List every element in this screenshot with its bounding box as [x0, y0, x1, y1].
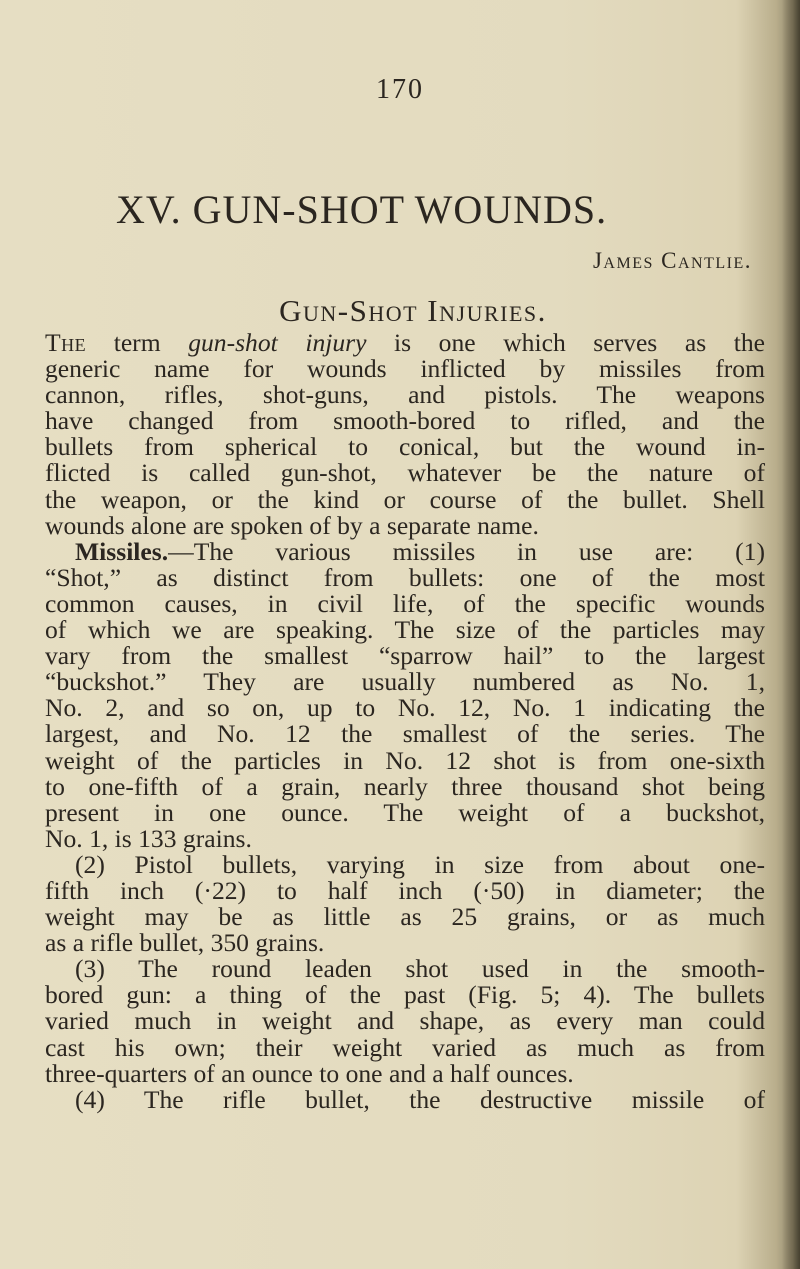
text-line: common causes, in civil life, of the specific wounds: [45, 588, 765, 618]
text-line: of which we are speaking. The size of the particles may: [45, 615, 765, 645]
text-line: No. 2, and so on, up to No. 12, No. 1 indicating the: [45, 693, 765, 723]
text-line: [45, 536, 765, 566]
text-line: [45, 330, 765, 356]
text-line: as a rifle bullet, 350 grains.: [45, 928, 325, 958]
text-line: cast his own; their weight varied as much as from: [45, 1032, 765, 1062]
text-line: wounds alone are spoken of by a separate name.: [45, 510, 539, 540]
text-line: three-quarters of an ounce to one and a half ounces.: [45, 1058, 574, 1088]
page-edge-shadow: [782, 0, 800, 1269]
section-heading: Gun-Shot Injuries.: [279, 293, 547, 328]
text-line: flicted is called gun-shot, whatever be the nature of: [45, 458, 765, 488]
text-line: have changed from smooth-bored to rifled, and the: [45, 406, 765, 436]
text-line: “buckshot.” They are usually numbered as No. 1,: [45, 667, 765, 697]
text-line: weight may be as little as 25 grains, or as much: [45, 902, 765, 932]
text-line: weight of the particles in No. 12 shot is from one-sixth: [45, 745, 765, 775]
text-line: to one-fifth of a grain, nearly three thousand shot being: [45, 771, 765, 801]
body-text: [45, 330, 765, 1113]
text-fragment: is one which serves as the: [366, 328, 765, 357]
page-number: 170: [376, 74, 424, 105]
italic-term: gun-shot injury: [188, 328, 367, 357]
text-line: (2) Pistol bullets, varying in size from about one-: [75, 849, 765, 879]
text-fragment: term: [86, 328, 189, 357]
lead-word: The: [45, 328, 87, 357]
text-fragment: —The various missiles in use are: (1): [168, 536, 765, 566]
author-name: James Cantlie.: [592, 248, 752, 273]
text-line: No. 1, is 133 grains.: [45, 823, 252, 853]
text-line: fifth inch (·22) to half inch (·50) in diameter; the: [45, 875, 765, 905]
text-line: varied much in weight and shape, as every man could: [45, 1006, 765, 1036]
text-line: largest, and No. 12 the smallest of the series. The: [45, 719, 765, 749]
text-line: bullets from spherical to conical, but the wound in-: [45, 432, 765, 462]
text-line: cannon, rifles, shot-guns, and pistols. The weapons: [45, 380, 765, 410]
run-in-heading: Missiles.: [75, 536, 169, 566]
chapter-title: XV. GUN-SHOT WOUNDS.: [116, 187, 608, 232]
text-line: bored gun: a thing of the past (Fig. 5; 4). The bullets: [45, 980, 765, 1010]
text-line: the weapon, or the kind or course of the bullet. Shell: [45, 484, 765, 514]
text-line: vary from the smallest “sparrow hail” to the largest: [45, 641, 765, 671]
text-line: present in one ounce. The weight of a buckshot,: [45, 797, 765, 827]
text-line: generic name for wounds inflicted by missiles from: [45, 354, 765, 384]
text-line: “Shot,” as distinct from bullets: one of the most: [45, 562, 765, 592]
text-line: (3) The round leaden shot used in the smooth-: [75, 954, 765, 984]
text-line: (4) The rifle bullet, the destructive missile of: [75, 1084, 765, 1114]
